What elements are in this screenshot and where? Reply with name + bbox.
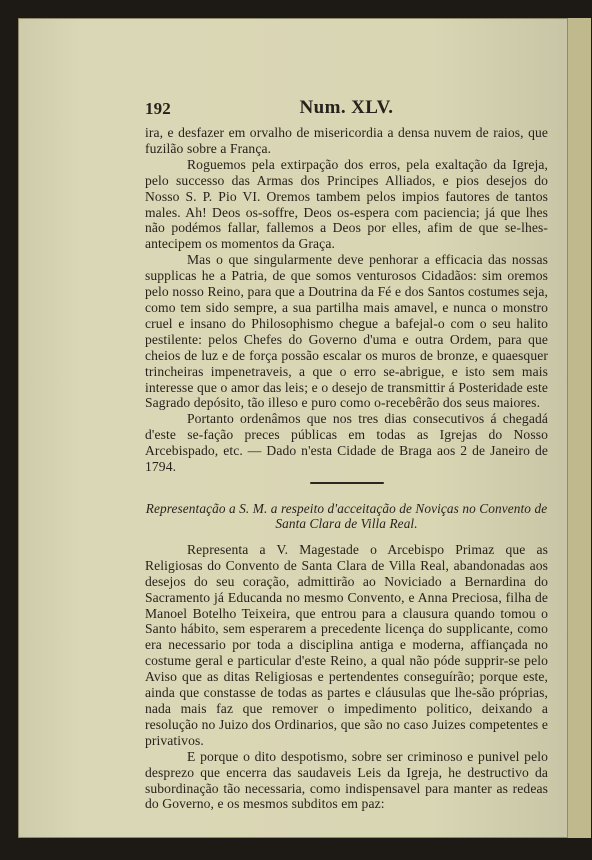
paragraph-patria: Mas o que singularmente deve penhorar a efficacia das nossas supplicas he a Patria, de que somos venturosos Cidadãos: sim oremos pelo nosso Reino, para que a Doutrina da Fé e dos Santos costumes seja, como tem sido sempre, a sua partilha mais amavel, e nunca o monstro cruel e insano do Philosophismo chegue a bafejal-o com o seu halito pestilente: pelos Chefes do Governo d'uma e outra Ordem, para que cheios de luz e de força possão escalar os muros de bronze, e quaesquer trincheiras impenetraveis, a que o erro se-abrigue, e isto sem mais interesse que o amor das leis; e o desejo de transmittir á Posteridade este Sagrado depósito, tão illeso e puro como o-recebêrão dos seus maiores. xyxy=(145,252,548,411)
section-divider xyxy=(310,482,384,484)
paragraph-continuation: ira, e desfazer em orvalho de misericordia a densa nuvem de raios, que fuzilão sobre a França. xyxy=(145,125,548,156)
paragraph-representation: Representa a V. Magestade o Arcebispo Primaz que as Religiosas do Convento de Santa Clara de Villa Real, abandonadas aos desejos do seu coração, admittirão ao Noviciado a Bernardina do Sacramento já Educanda no mesmo Convento, e Anna Preciosa, filha de Manoel Botelho Teixeira, que entrou para a clausura quando tomou o Santo hábito, sem esperarem a precedente licença do supplicante, como era necessario por toda a disciplina antiga e moderna, affiançada no costume geral e particular d'este Reino, a qual não póde supprir-se pelo Aviso que as ditas Religiosas e pertendentes conseguírão; porque este, ainda que constasse de todas as partes e cláusulas que lhe-são próprias, nada mais faz que remover o impedimento politico, deixando a resolução no Juizo dos Ordinarios, que são no caso Juizes competentes e privativos. xyxy=(145,541,548,748)
page-header xyxy=(145,97,548,123)
page-text-block xyxy=(145,97,548,812)
paragraph-prayer: Roguemos pela extirpação dos erros, pela exaltação da Igreja, pelo successo das Armas dos Principes Alliados, e pios desejos do Nosso S. P. Pio VI. Oremos tambem pelos impios fautores de tantos males. Ah! Deos os-soffre, Deos os-espera com paciencia; já que lhes não podémos fallar, fallemos a Deos por elles, afim de que se-lhes-antecipem os momentos da Graça. xyxy=(145,156,548,252)
paragraph-order: Portanto ordenâmos que nos tres dias consecutivos á chegadá d'este se-fação preces públicas em todas as Igrejas do Nosso Arcebispado, etc. — Dado n'esta Cidade de Braga aos 2 de Janeiro de 1794. xyxy=(145,411,548,475)
adjacent-page-edge xyxy=(566,18,591,838)
page-number: 192 xyxy=(145,99,171,118)
book-page xyxy=(18,18,568,838)
paragraph-despotism: E porque o dito despotismo, sobre ser criminoso e punivel pelo desprezo que encerra das saudaveis Leis da Igreja, he destructivo da subordinação tão necessaria, como indispensavel para manter as redeas do Governo, e os mesmos subditos em paz: xyxy=(145,748,548,812)
running-head: Num. XLV. xyxy=(299,97,394,118)
section-title: Representação a S. M. a respeito d'acceitação de Noviças no Convento de Santa Clara de Villa Real. xyxy=(145,500,548,532)
